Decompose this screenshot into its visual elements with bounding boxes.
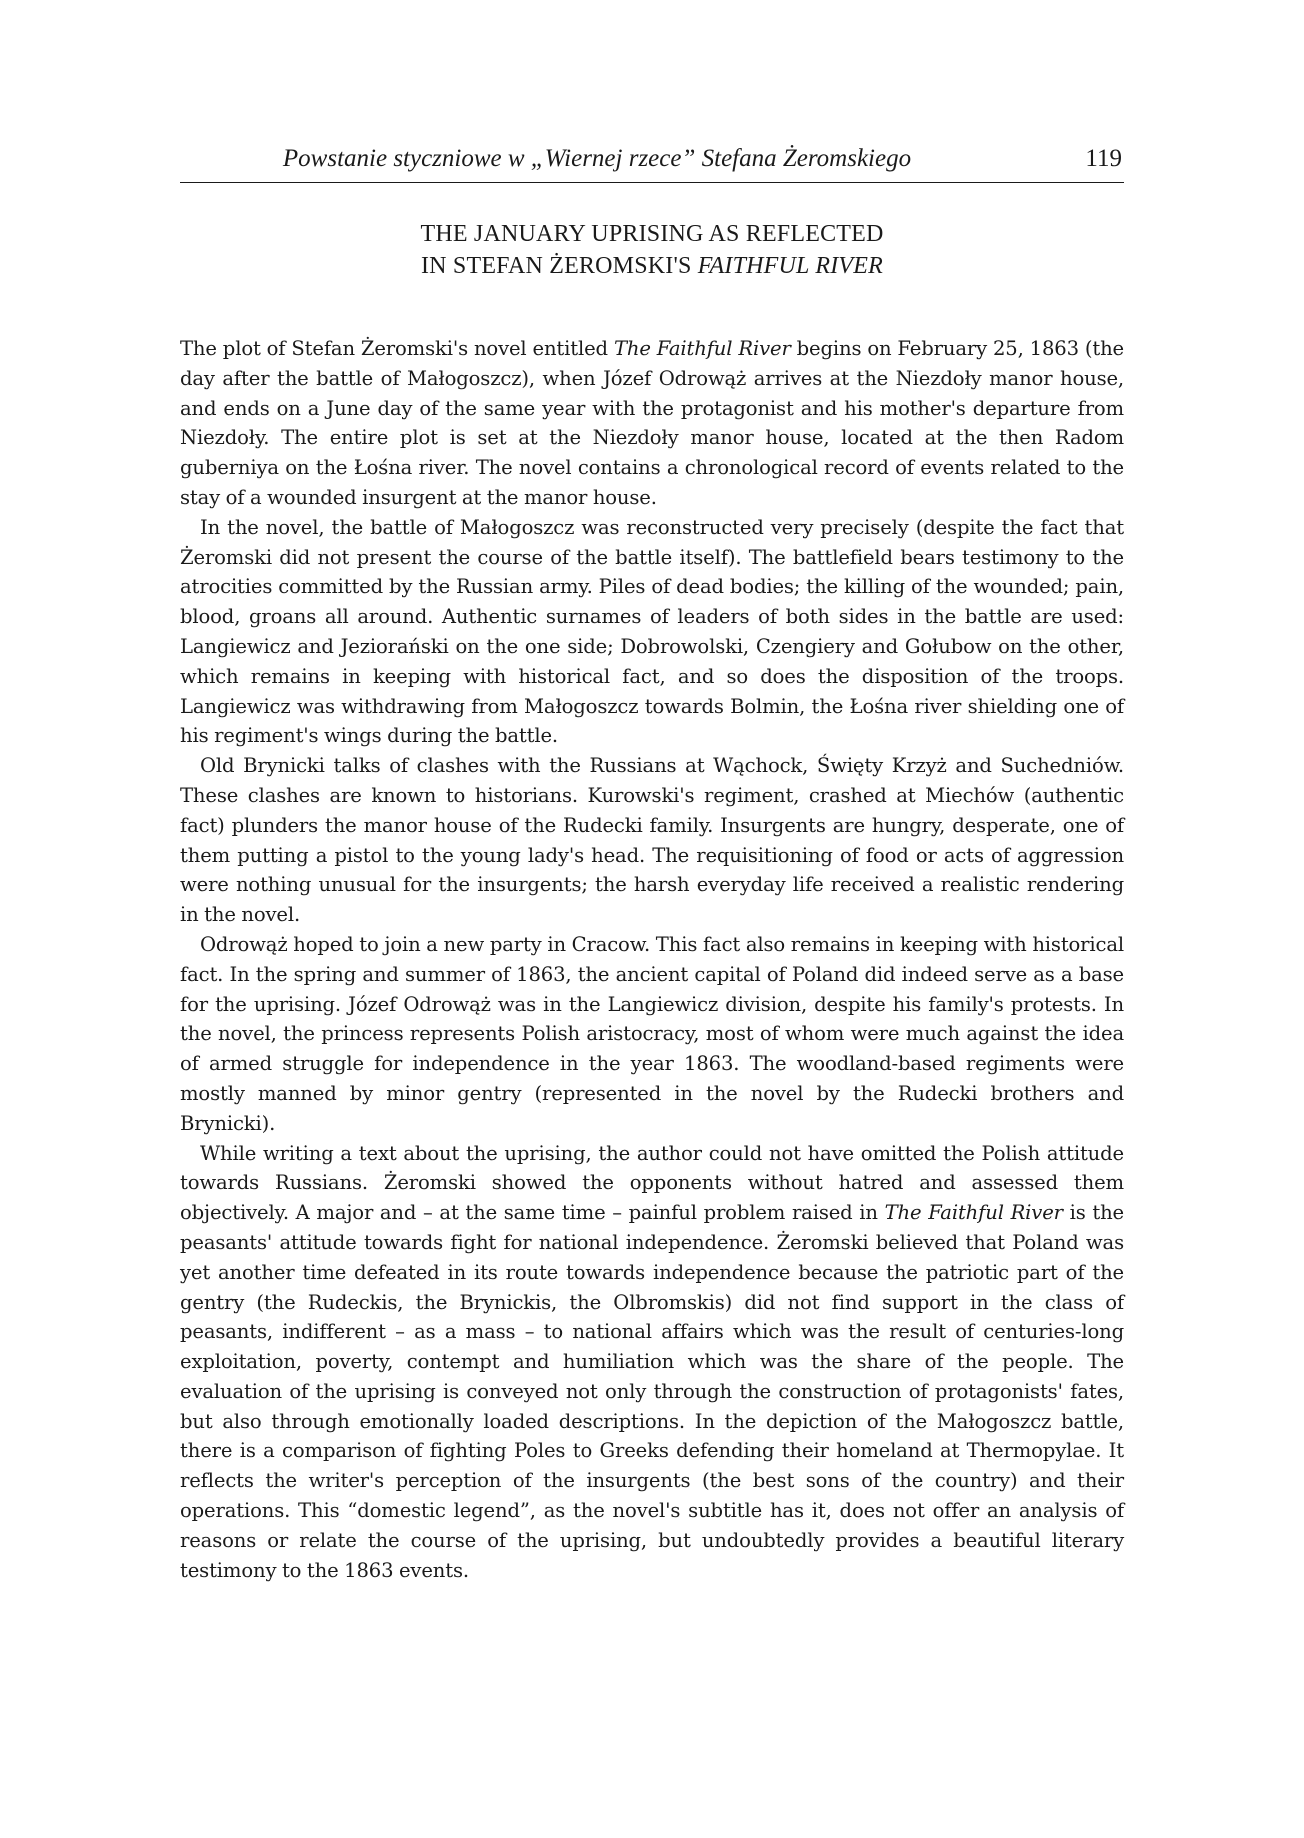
paragraph-5 <box>180 1139 1124 1586</box>
paragraph-5-rest: is the peasants' attitude towards fight for national independence. Żeromski believed that Poland was yet another time defeated in its route towards independence because the patriotic part of the gentry (the Rudeckis, the Brynickis, the Olbromskis) did not find support in the class of peasants, indifferent – as a mass – to national affairs which was the result of centuries-long exploitation, poverty, contempt and humiliation which was the share of the people. The evaluation of the uprising is conveyed not only through the construction of protagonists' fates, but also through emotionally loaded descriptions. In the depiction of the Małogoszcz battle, there is a comparison of fighting Poles to Greeks defending their homeland at Thermopylae. It reflects the writer's perception of the insurgents (the best sons of the country) and their operations. This “domestic legend”, as the novel's subtitle has it, does not offer an analysis of reasons or relate the course of the uprising, but undoubtedly provides a beautiful literary testimony to the 1863 events. <box>180 1201 1125 1582</box>
article-body <box>180 334 1124 1585</box>
paragraph-1-novel-title: The Faithful River <box>613 337 791 360</box>
paragraph-5-start: While writing a text about the uprising, the author could not have omitted the Polish attitude towards Russians. Żeromski showed the opponents without hatred and assessed them objectively. A major and – at the same time – painful problem raised in <box>180 1141 1124 1225</box>
paragraph-1 <box>180 334 1124 513</box>
paragraph-2: In the novel, the battle of Małogoszcz was reconstructed very precisely (despite the fact that Żeromski did not present the course of the battle itself). The battlefield bears testimony to the atrocities committed by the Russian army. Piles of dead bodies; the killing of the wounded; pain, blood, groans all around. Authentic surnames of leaders of both sides in the battle are used: Langiewicz and Jeziorański on the one side; Dobrowolski, Czengiery and Gołubow on the other, which remains in keeping with historical fact, and so does the disposition of the troops. Langiewicz was withdrawing from Małogoszcz towards Bolmin, the Łośna river shielding one of his regiment's wings during the battle. <box>180 515 1124 748</box>
paragraph-1-rest: begins on February 25, 1863 (the day after the battle of Małogoszcz), when Józef Odrowąż arrives at the Niezdoły manor house, and ends on a June day of the same year with the protagonist and his mother's departure from Niezdoły. The entire plot is set at the Niezdoły manor house, located at the then Radom guberniya on the Łośna river. The novel contains a chronological record of events related to the stay of a wounded insurgent at the manor house. <box>180 337 1125 509</box>
article-title <box>180 218 1124 282</box>
paragraph-5-novel-title: The Faithful River <box>884 1201 1063 1225</box>
title-line-2-prefix: IN STEFAN ŻEROMSKI'S <box>420 253 698 279</box>
paragraph-4: Odrowąż hoped to join a new party in Cracow. This fact also remains in keeping with historical fact. In the spring and summer of 1863, the ancient capital of Poland did indeed serve as a base for the uprising. Józef Odrowąż was in the Langiewicz division, despite his family's protests. In the novel, the princess represents Polish aristocracy, most of whom were much against the idea of armed struggle for independence in the year 1863. The woodland-based regiments were mostly manned by minor gentry (represented in the novel by the Rudecki brothers and Brynicki). <box>180 932 1124 1135</box>
title-novel-name: FAITHFUL RIVER <box>697 253 884 279</box>
running-title: Powstanie styczniowe w „Wiernej rzece” Stefana Żeromskiego <box>282 145 912 172</box>
paragraph-3: Old Brynicki talks of clashes with the Russians at Wąchock, Święty Krzyż and Suchedniów. These clashes are known to historians. Kurowski's regiment, crashed at Miechów (authentic fact) plunders the manor house of the Rudecki family. Insurgents are hungry, desperate, one of them putting a pistol to the young lady's head. The requisitioning of food or acts of aggression were nothing unusual for the insurgents; the harsh everyday life received a realistic rendering in the novel. <box>180 754 1124 927</box>
running-header <box>180 140 1124 183</box>
title-line-1: THE JANUARY UPRISING AS REFLECTED <box>420 221 884 247</box>
paragraph-1-start: The plot of Stefan Żeromski's novel entitled <box>180 337 614 360</box>
page-number: 119 <box>1085 145 1122 172</box>
title-line-2 <box>180 250 1124 282</box>
